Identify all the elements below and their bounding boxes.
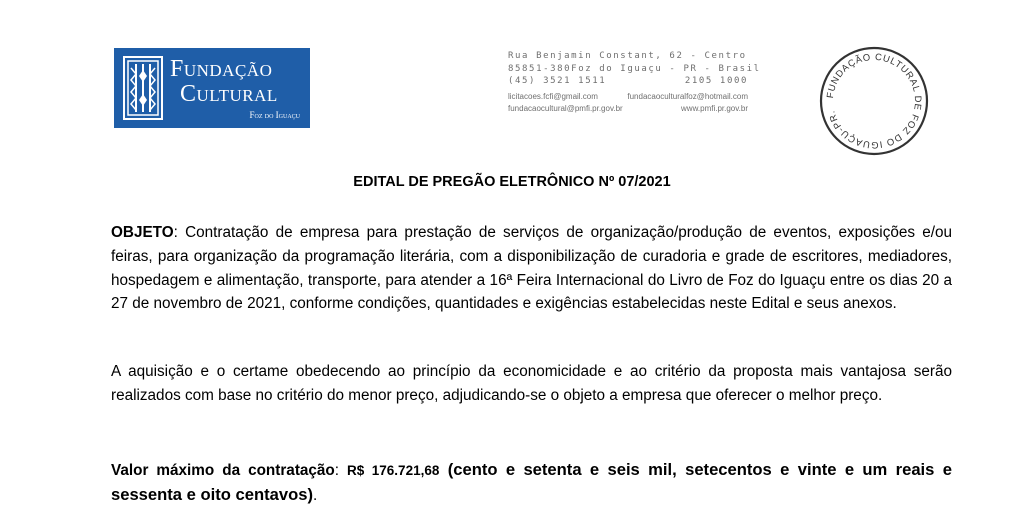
address-email-1: licitacoes.fcfi@gmail.com [508,91,598,101]
address-cep: 85851-380 [508,63,572,74]
valor-label: Valor máximo da contratação [111,462,335,479]
valor-end: . [312,486,318,504]
logo-emblem-icon [123,56,163,120]
svg-text:FUNDAÇÃO CULTURAL DE FOZ DO IG [824,51,924,151]
address-street [508,50,748,63]
valor-colon: : [334,462,348,479]
address-city-line [508,63,761,76]
logo-city: Foz do Iguaçu [249,110,300,120]
foundation-logo [114,48,310,128]
address-phones [508,75,748,88]
address-web [508,103,748,116]
address-website: www.pmfi.pr.gov.br [681,104,748,114]
document-title: EDITAL DE PREGÃO ELETRÔNICO Nº 07/2021 [353,174,671,190]
valor-words: (cento e setenta e seis mil, setecentos e vinte e um reais e sessenta e oito centavos) [111,460,952,504]
objeto-text: : Contratação de empresa para prestação de serviços de organização/produção de eventos, exposições e/ou feiras, para organização da programação literária, com a disponibilização de curadoria e grade de escritores, mediadores, hospedagem e alimentação, transporte, para atender a 16ª Feira Internacional do Livro de Foz do Iguaçu entre os dias 20 a 27 de novembro de 2021, conforme condições, quantidades e exigências estabelecidas neste Edital e seus anexos. [111,224,952,313]
foundation-seal-stamp [818,45,930,157]
address-street-text: Rua Benjamin Constant, 62 - Centro [508,51,747,61]
objeto-paragraph [111,221,952,316]
logo-name-line2: Cultural [180,81,278,107]
address-email-3: fundacaocultural@pmfi.pr.gov.br [508,104,623,114]
criteria-paragraph: A aquisição e o certame obedecendo ao princípio da economicidade e ao critério da proposta mais vantajosa serão realizados com base no critério do menor preço, adjudicando-se o objeto a empresa que oferecer o melhor preço. [111,363,952,404]
objeto-label: OBJETO [111,224,174,241]
valor-paragraph [111,458,952,508]
address-city: Foz do Iguaçu - PR - Brasil [571,63,761,74]
address-emails [508,91,748,104]
address-phone-2: 2105 1000 [684,76,748,87]
stamp-text: FUNDAÇÃO CULTURAL DE FOZ DO IGUAÇU-PR. [824,50,925,152]
letterhead-address [508,50,761,116]
valor-amount: R$ 176.721,68 [347,463,440,478]
address-email-2: fundacaoculturalfoz@hotmail.com [627,91,748,101]
logo-name-line1: Fundação [170,56,273,82]
address-phone-1: (45) 3521 1511 [508,76,607,87]
